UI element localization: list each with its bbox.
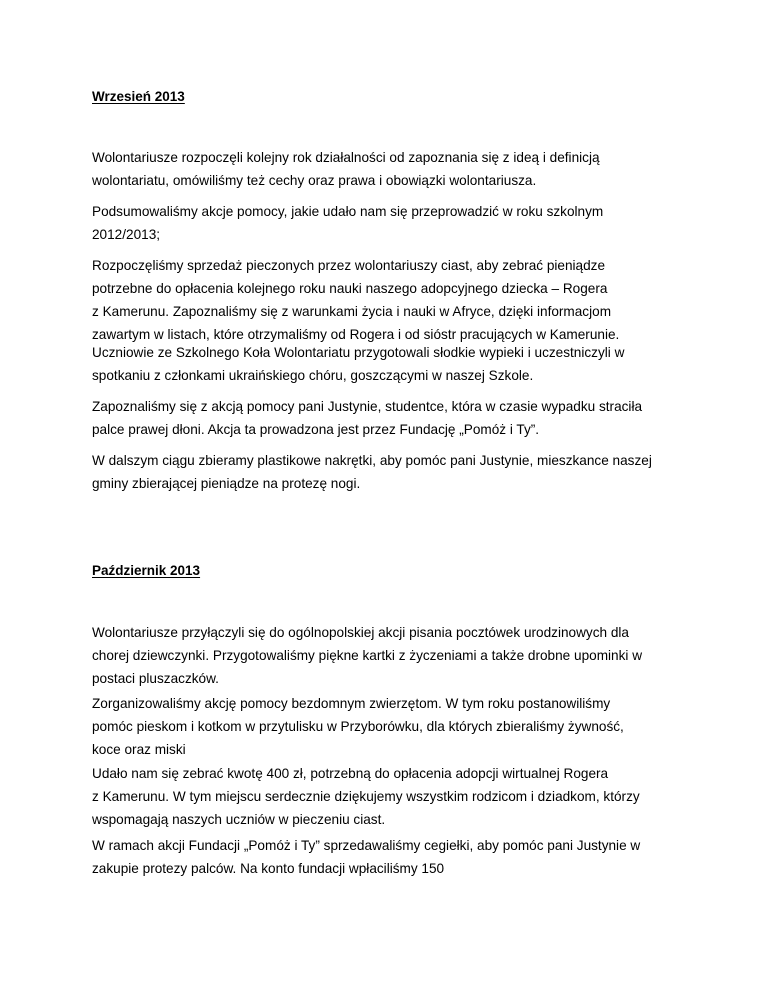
text-line: W ramach akcji Fundacji „Pomóż i Ty” sprzedawaliśmy cegiełki, aby pomóc pani Justynie w <box>92 838 641 853</box>
paragraph <box>92 200 692 246</box>
paragraph <box>92 146 692 192</box>
text-line: pomóc pieskom i kotkom w przytulisku w Przyborówku, dla których zbieraliśmy żywność, <box>92 719 624 734</box>
text-line: Uczniowie ze Szkolnego Koła Wolontariatu przygotowali słodkie wypieki i uczestniczyli w <box>92 345 625 360</box>
text-line: zawartym w listach, które otrzymaliśmy od Rogera i od sióstr pracujących w Kamerunie. <box>92 327 620 342</box>
text-line: Zapoznaliśmy się z akcją pomocy pani Justynie, studentce, która w czasie wypadku straciła <box>92 399 643 414</box>
text-line: z Kamerunu. W tym miejscu serdecznie dziękujemy wszystkim rodzicom i dziadkom, którzy <box>92 789 640 804</box>
text-line: palce prawej dłoni. Akcja ta prowadzona jest przez Fundację „Pomóż i Ty”. <box>92 422 540 437</box>
text-line: z Kamerunu. Zapoznaliśmy się z warunkami życia i nauki w Afryce, dzięki informacjom <box>92 304 612 319</box>
paragraph <box>92 692 692 761</box>
text-line: 2012/2013; <box>92 227 161 242</box>
text-line: Rozpoczęliśmy sprzedaż pieczonych przez wolontariuszy ciast, aby zebrać pieniądze <box>92 258 606 273</box>
text-line: gminy zbierającej pieniądze na protezę nogi. <box>92 476 361 491</box>
text-line: Podsumowaliśmy akcje pomocy, jakie udało nam się przeprowadzić w roku szkolnym <box>92 204 604 219</box>
text-line: koce oraz miski <box>92 742 186 757</box>
text-line: spotkaniu z członkami ukraińskiego chóru, goszczącymi w naszej Szkole. <box>92 368 534 383</box>
paragraph <box>92 762 692 831</box>
text-line: wolontariatu, omówiliśmy też cechy oraz prawa i obowiązki wolontariusza. <box>92 173 537 188</box>
paragraph <box>92 395 692 441</box>
paragraph <box>92 621 692 690</box>
text-line: Wolontariusze rozpoczęli kolejny rok działalności od zapoznania się z ideą i definicją <box>92 150 600 165</box>
text-line: Udało nam się zebrać kwotę 400 zł, potrzebną do opłacenia adopcji wirtualnej Rogera <box>92 766 609 781</box>
text-line: Wolontariusze przyłączyli się do ogólnopolskiej akcji pisania pocztówek urodzinowych dla <box>92 625 629 640</box>
paragraph <box>92 341 692 387</box>
text-line: Zorganizowaliśmy akcję pomocy bezdomnym zwierzętom. W tym roku postanowiliśmy <box>92 696 611 711</box>
section-heading-october: Październik 2013 <box>92 563 201 578</box>
text-line: postaci pluszaczków. <box>92 671 219 686</box>
text-line: potrzebne do opłacenia kolejnego roku nauki naszego adopcyjnego dziecka – Rogera <box>92 281 608 296</box>
text-line: zakupie protezy palców. Na konto fundacji wpłaciliśmy 150 <box>92 861 445 876</box>
paragraph <box>92 254 692 346</box>
section-heading-september: Wrzesień 2013 <box>92 89 185 104</box>
text-line: chorej dziewczynki. Przygotowaliśmy piękne kartki z życzeniami a także drobne upominki w <box>92 648 643 663</box>
paragraph <box>92 834 692 880</box>
text-line: W dalszym ciągu zbieramy plastikowe nakrętki, aby pomóc pani Justynie, mieszkance naszej <box>92 453 652 468</box>
paragraph <box>92 449 692 495</box>
text-line: wspomagają naszych uczniów w pieczeniu ciast. <box>92 812 386 827</box>
